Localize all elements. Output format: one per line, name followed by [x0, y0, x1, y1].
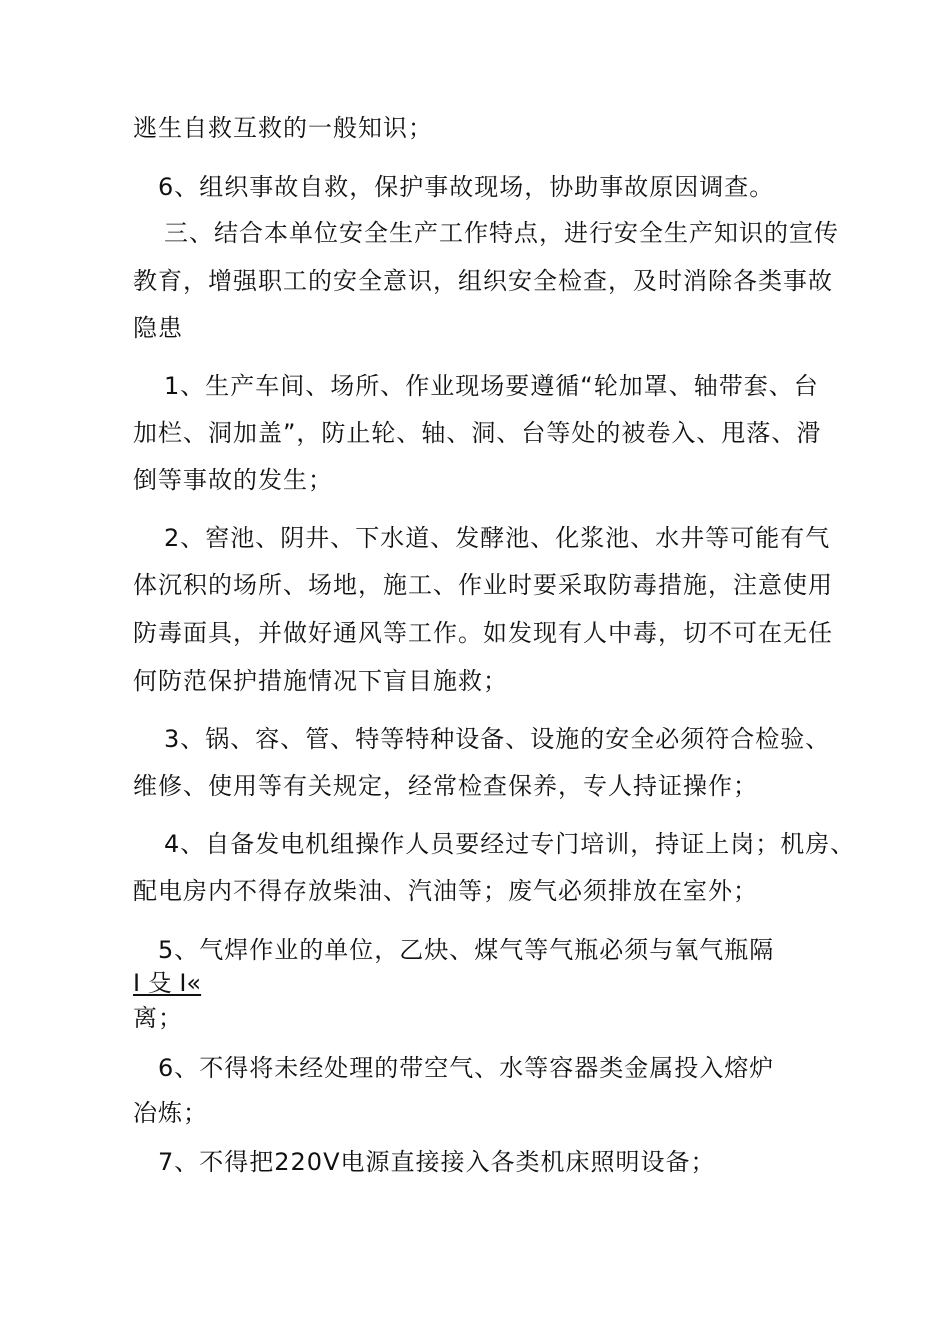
text-line-20: 冶炼； [133, 1099, 208, 1127]
text-line-6: 1、生产车间、场所、作业现场要遵循“轮加罩、轴带套、台 [164, 372, 819, 400]
text-line-17: 5、气焊作业的单位，乙炔、煤气等气瓶必须与氧气瓶隔 [158, 936, 775, 964]
text-line-5: 隐患 [133, 314, 183, 342]
text-line-21: 7、不得把220V电源直接接入各类机床照明设备； [158, 1148, 716, 1176]
text-line-4: 教育，增强职工的安全意识，组织安全检查，及时消除各类事故 [133, 267, 833, 295]
text-line-3: 三、结合本单位安全生产工作特点，进行安全生产知识的宣传 [164, 219, 839, 247]
text-line-16: 配电房内不得存放柴油、汽油等；废气必须排放在室外； [133, 877, 758, 905]
text-line-18: 离； [133, 1004, 183, 1032]
text-line-15: 4、自备发电机组操作人员要经过专门培训，持证上岗；机房、 [164, 830, 856, 858]
ocr-artifact: I 殳 I« [133, 969, 202, 997]
text-line-1: 逃生自救互救的一般知识； [133, 114, 433, 142]
text-line-8: 倒等事故的发生； [133, 466, 333, 494]
text-line-13: 3、锅、容、管、特等特种设备、设施的安全必须符合检验、 [164, 725, 831, 753]
text-line-10: 体沉积的场所、场地，施工、作业时要采取防毒措施，注意使用 [133, 571, 833, 599]
text-line-2: 6、组织事故自救，保护事故现场，协助事故原因调查。 [158, 173, 775, 201]
text-line-12: 何防范保护措施情况下盲目施救； [133, 667, 508, 695]
text-line-19: 6、不得将未经处理的带空气、水等容器类金属投入熔炉 [158, 1054, 775, 1082]
text-line-11: 防毒面具，并做好通风等工作。如发现有人中毒，切不可在无任 [133, 619, 833, 647]
text-line-9: 2、窖池、阴井、下水道、发酵池、化浆池、水井等可能有气 [164, 524, 831, 552]
text-line-14: 维修、使用等有关规定，经常检查保养，专人持证操作； [133, 772, 758, 800]
text-line-7: 加栏、洞加盖”，防止轮、轴、洞、台等处的被卷入、甩落、滑 [133, 419, 822, 447]
